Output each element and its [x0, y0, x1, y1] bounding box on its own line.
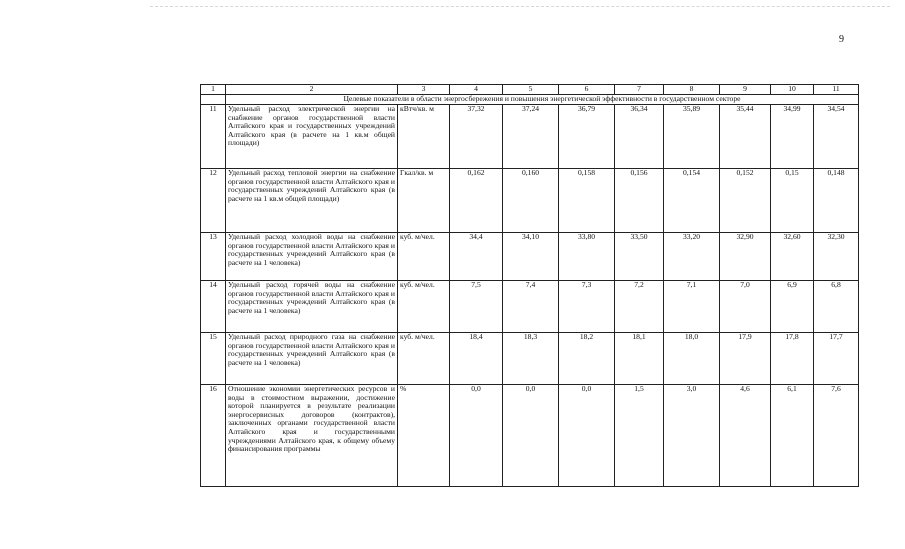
table-row [201, 105, 859, 169]
table-row [201, 333, 859, 385]
scan-edge-line [150, 6, 890, 7]
header-cell: 1 [201, 85, 226, 95]
row-number: 14 [201, 281, 226, 333]
indicator-description: Удельный расход тепловой энергии на снабжение органов государственной власти Алтайского края и государственных учреждений Алтайского края (в расчете на 1 кв.м общей площади) [226, 169, 398, 233]
value-cell: 0,154 [664, 169, 720, 233]
value-cell: 17,7 [814, 333, 859, 385]
header-cell: 8 [664, 85, 720, 95]
header-cell: 7 [615, 85, 664, 95]
value-cell: 18,4 [450, 333, 503, 385]
unit-cell: куб. м/чел. [398, 281, 450, 333]
value-cell: 18,0 [664, 333, 720, 385]
header-cell: 2 [226, 85, 398, 95]
value-cell: 17,9 [720, 333, 771, 385]
table-row [201, 233, 859, 281]
value-cell: 0,162 [450, 169, 503, 233]
value-cell: 4,6 [720, 385, 771, 487]
row-number: 16 [201, 385, 226, 487]
value-cell: 34,10 [503, 233, 559, 281]
row-number: 12 [201, 169, 226, 233]
header-cell: 4 [450, 85, 503, 95]
value-cell: 7,1 [664, 281, 720, 333]
table-body [201, 85, 859, 487]
value-cell: 35,89 [664, 105, 720, 169]
value-cell: 34,99 [771, 105, 814, 169]
value-cell: 0,158 [559, 169, 615, 233]
table-row [201, 169, 859, 233]
indicators-table [200, 84, 859, 487]
section-title: Целевые показатели в области энергосбережения и повышения энергетической эффективности в государственном секторе [226, 95, 859, 105]
page-number: 9 [839, 34, 844, 45]
value-cell: 3,0 [664, 385, 720, 487]
value-cell: 6,8 [814, 281, 859, 333]
header-cell: 10 [771, 85, 814, 95]
value-cell: 0,0 [503, 385, 559, 487]
value-cell: 7,6 [814, 385, 859, 487]
value-cell: 35,44 [720, 105, 771, 169]
indicator-description: Удельный расход природного газа на снабжение органов государственной власти Алтайского края и государственных учреждений Алтайского края (в расчете на 1 человека) [226, 333, 398, 385]
value-cell: 7,2 [615, 281, 664, 333]
section-spacer [201, 95, 226, 105]
value-cell: 18,1 [615, 333, 664, 385]
value-cell: 37,32 [450, 105, 503, 169]
value-cell: 32,90 [720, 233, 771, 281]
unit-cell: Гкал/кв. м [398, 169, 450, 233]
value-cell: 0,0 [559, 385, 615, 487]
unit-cell: % [398, 385, 450, 487]
value-cell: 7,0 [720, 281, 771, 333]
value-cell: 0,148 [814, 169, 859, 233]
value-cell: 17,8 [771, 333, 814, 385]
value-cell: 32,30 [814, 233, 859, 281]
value-cell: 36,79 [559, 105, 615, 169]
row-number: 13 [201, 233, 226, 281]
value-cell: 6,9 [771, 281, 814, 333]
value-cell: 6,1 [771, 385, 814, 487]
header-cell: 3 [398, 85, 450, 95]
row-number: 11 [201, 105, 226, 169]
table-row [201, 281, 859, 333]
value-cell: 37,24 [503, 105, 559, 169]
value-cell: 7,3 [559, 281, 615, 333]
value-cell: 18,3 [503, 333, 559, 385]
row-number: 15 [201, 333, 226, 385]
table-row [201, 385, 859, 487]
indicator-description: Удельный расход холодной воды на снабжение органов государственной власти Алтайского края и государственных учреждений Алтайского края (в расчете на 1 человека) [226, 233, 398, 281]
value-cell: 7,4 [503, 281, 559, 333]
unit-cell: кВтч/кв. м [398, 105, 450, 169]
value-cell: 33,80 [559, 233, 615, 281]
value-cell: 0,0 [450, 385, 503, 487]
value-cell: 18,2 [559, 333, 615, 385]
section-row [201, 95, 859, 105]
value-cell: 7,5 [450, 281, 503, 333]
indicator-description: Отношение экономии энергетических ресурсов и воды в стоимостном выражении, достижение которой планируется в результате реализации энергосервисных договоров (контрактов), заключенных органами государственной власти Алтайского края и государственными учреждениями Алтайского края, к общему объему финансирования программы [226, 385, 398, 487]
value-cell: 34,4 [450, 233, 503, 281]
value-cell: 0,156 [615, 169, 664, 233]
unit-cell: куб. м/чел. [398, 233, 450, 281]
value-cell: 36,34 [615, 105, 664, 169]
indicator-description: Удельный расход электрической энергии на снабжение органов государственной власти Алтайского края и государственных учреждений Алтайского края (в расчете на 1 кв.м общей площади) [226, 105, 398, 169]
value-cell: 32,60 [771, 233, 814, 281]
value-cell: 0,160 [503, 169, 559, 233]
header-row [201, 85, 859, 95]
indicator-description: Удельный расход горячей воды на снабжение органов государственной власти Алтайского края и государственных учреждений Алтайского края (в расчете на 1 человека) [226, 281, 398, 333]
value-cell: 33,50 [615, 233, 664, 281]
value-cell: 34,54 [814, 105, 859, 169]
value-cell: 0,15 [771, 169, 814, 233]
header-cell: 6 [559, 85, 615, 95]
value-cell: 33,20 [664, 233, 720, 281]
value-cell: 1,5 [615, 385, 664, 487]
header-cell: 5 [503, 85, 559, 95]
header-cell: 11 [814, 85, 859, 95]
header-cell: 9 [720, 85, 771, 95]
unit-cell: куб. м/чел. [398, 333, 450, 385]
value-cell: 0,152 [720, 169, 771, 233]
